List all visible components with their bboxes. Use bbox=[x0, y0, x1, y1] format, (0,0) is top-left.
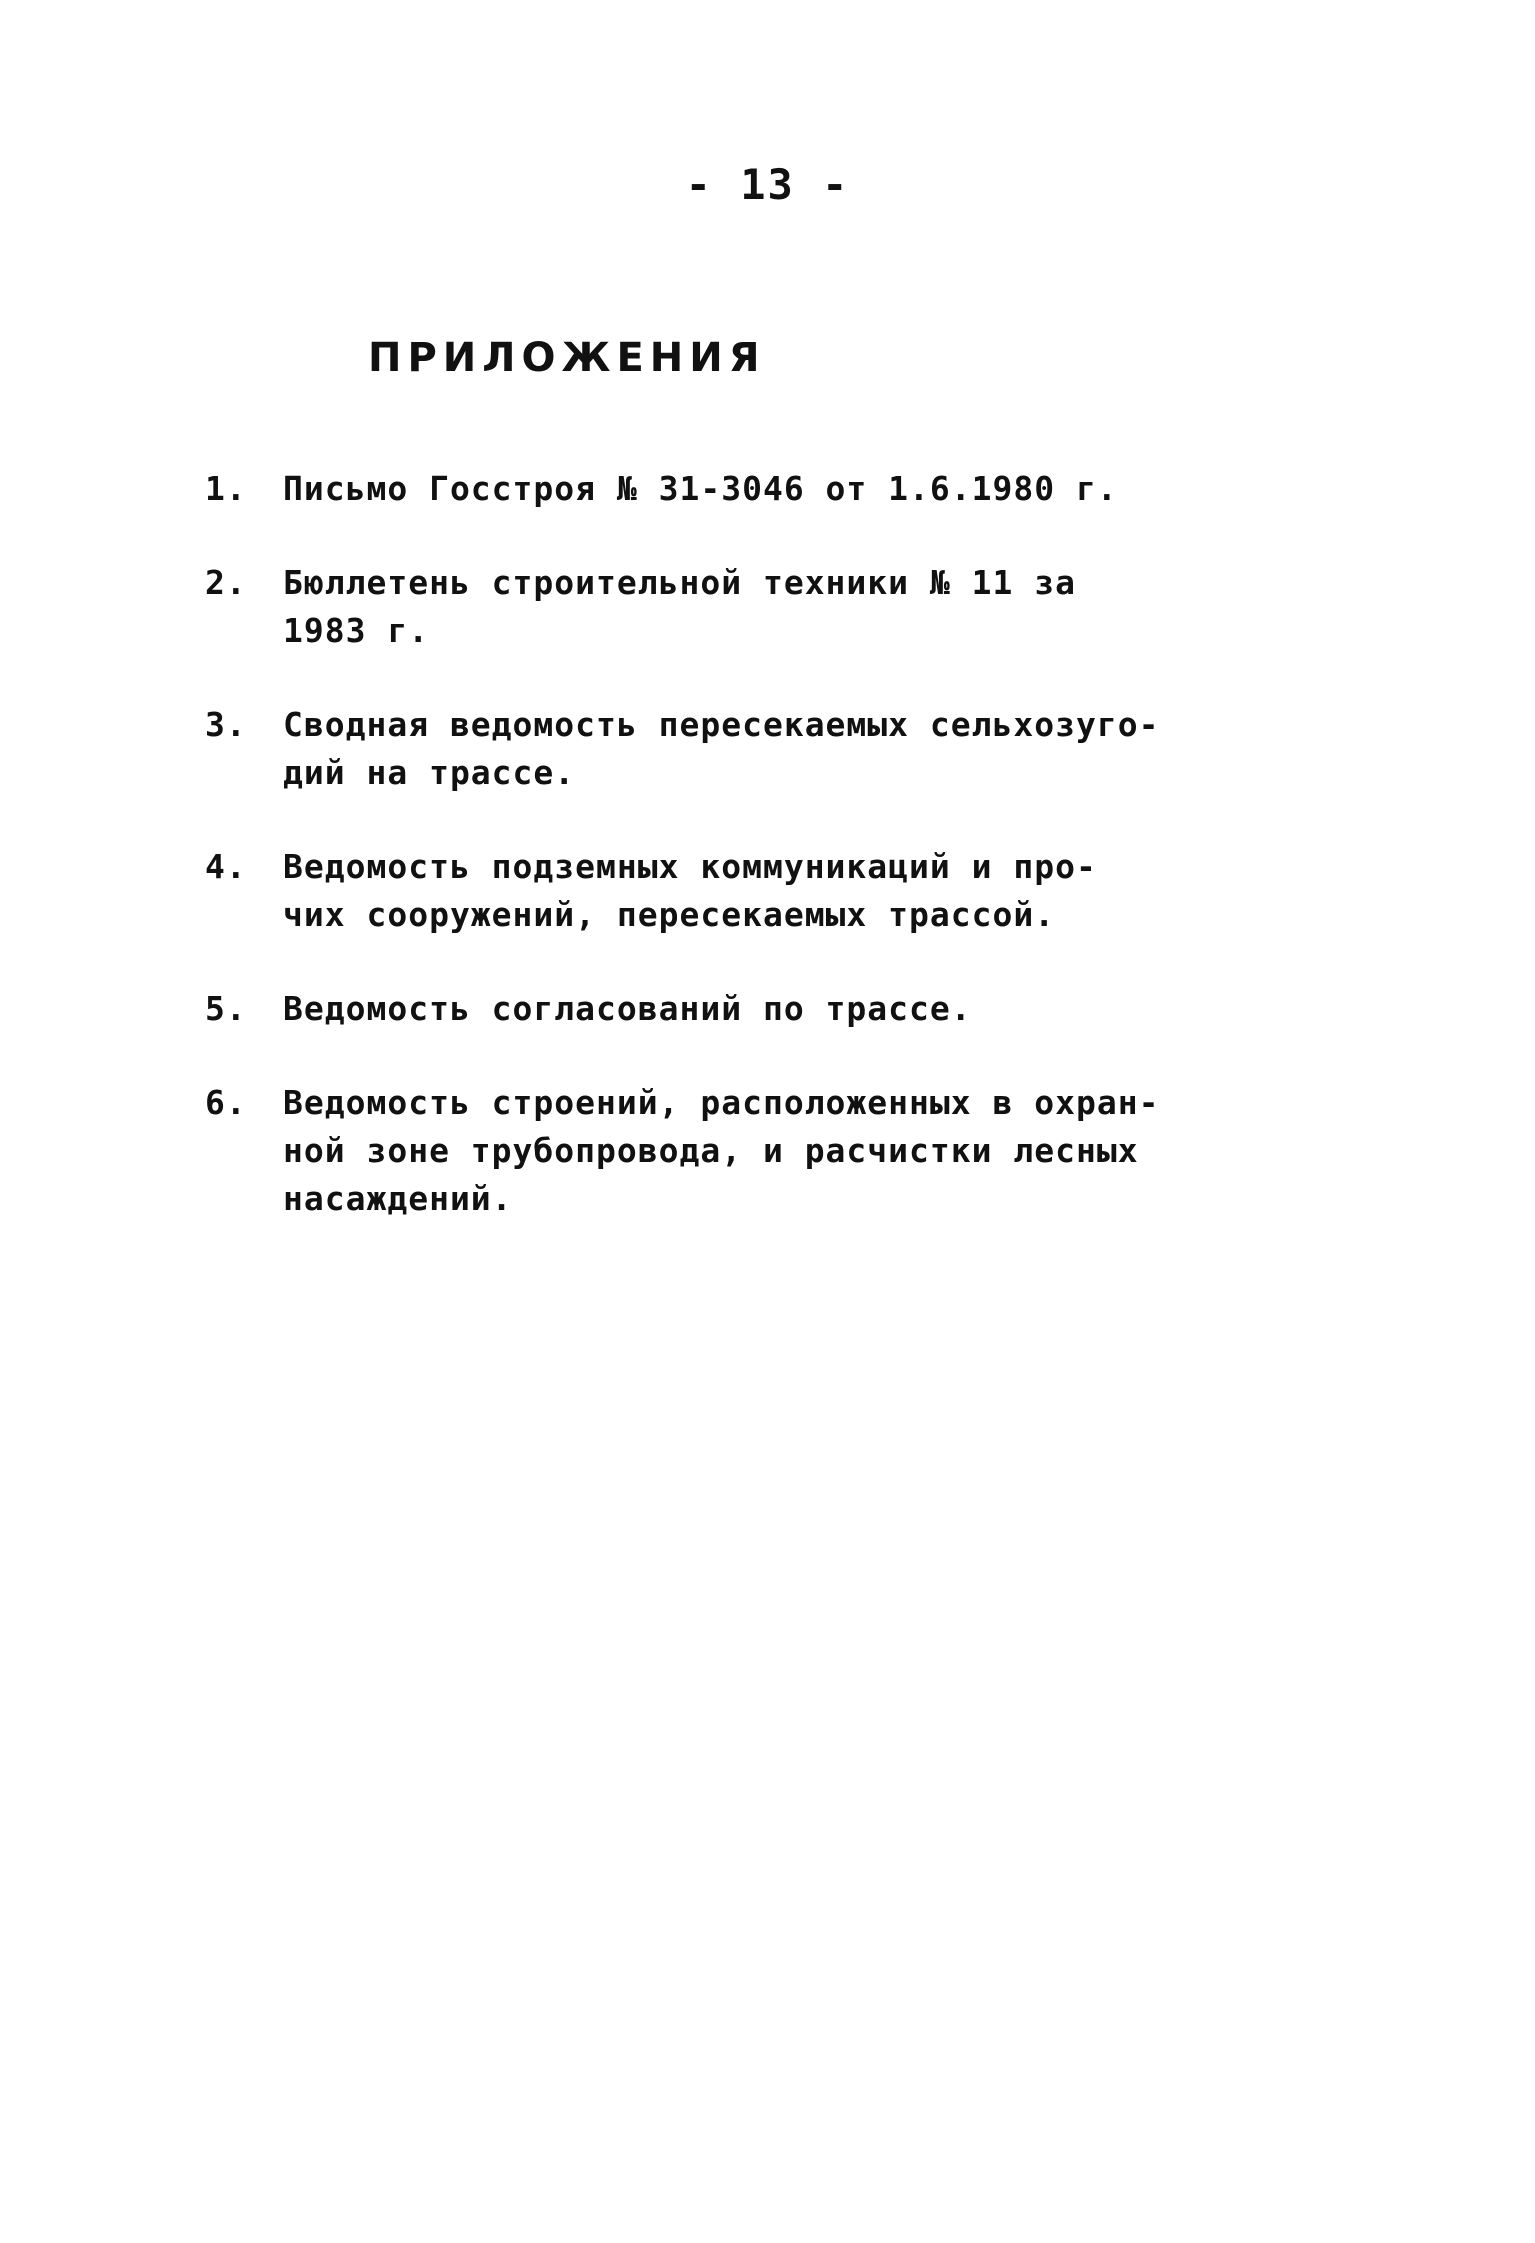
item-text: Бюллетень строительной техники № 11 за 1983 г. bbox=[283, 563, 1076, 650]
item-text: Ведомость строений, расположенных в охран- ной зоне трубопровода, и расчистки лесных насаждений. bbox=[283, 1083, 1160, 1218]
list-item bbox=[205, 985, 1355, 1033]
item-number: 4. bbox=[205, 847, 247, 886]
item-number: 1. bbox=[205, 469, 247, 508]
section-heading: ПРИЛОЖЕНИЯ bbox=[368, 335, 766, 381]
list-item bbox=[205, 465, 1355, 513]
item-number: 3. bbox=[205, 705, 247, 744]
item-text: Ведомость подземных коммуникаций и про- чих сооружений, пересекаемых трассой. bbox=[283, 847, 1097, 934]
item-text: Письмо Госстроя № 31-3046 от 1.6.1980 г. bbox=[283, 469, 1118, 508]
item-number: 6. bbox=[205, 1083, 247, 1122]
list-item bbox=[205, 559, 1355, 655]
list-item bbox=[205, 843, 1355, 939]
item-number: 2. bbox=[205, 563, 247, 602]
list-item bbox=[205, 701, 1355, 797]
item-text: Ведомость согласований по трассе. bbox=[283, 989, 972, 1028]
page-number: - 13 - bbox=[685, 160, 850, 209]
item-number: 5. bbox=[205, 989, 247, 1028]
appendix-list bbox=[205, 465, 1355, 1269]
list-item bbox=[205, 1079, 1355, 1223]
item-text: Сводная ведомость пересекаемых сельхозуго- дий на трассе. bbox=[283, 705, 1160, 792]
